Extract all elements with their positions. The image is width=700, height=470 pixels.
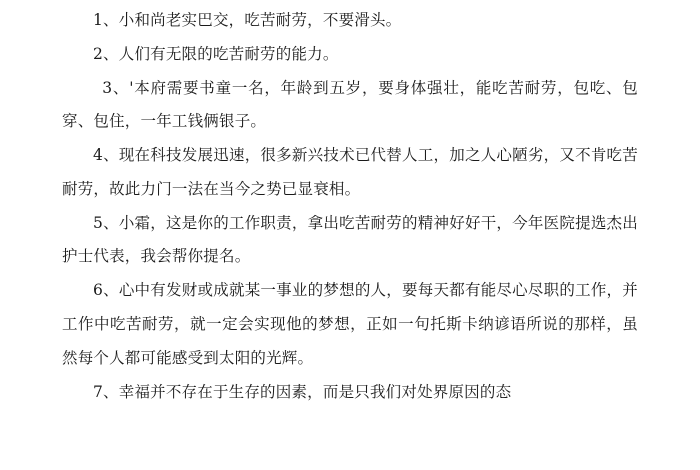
paragraph-1: 1、小和尚老实巴交，吃苦耐劳，不要滑头。 — [93, 11, 402, 29]
paragraph-3: 3、'本府需要书童一名，年龄到五岁，要身体强壮，能吃苦耐劳，包吃、包穿、包住，一年工钱俩银子。 — [62, 78, 638, 131]
document-body — [62, 4, 638, 401]
paragraph-2: 2、人们有无限的吃苦耐劳的能力。 — [93, 44, 339, 63]
paragraph-7: 7、幸福并不存在于生存的因素，而是只我们对处界原因的态 — [93, 382, 512, 401]
paragraph-4: 4、现在科技发展迅速，很多新兴技术已代替人工，加之人心陋劣，又不肯吃苦耐劳，故此力门一法在当今之势已显衰相。 — [62, 146, 638, 198]
paragraph-6: 6、心中有发财或成就某一事业的梦想的人，要每天都有能尽心尽职的工作，并工作中吃苦耐劳，就一定会实现他的梦想，正如一句托斯卡纳谚语所说的那样，虽然每个人都可能感受到太阳的光辉。 — [62, 281, 638, 367]
paragraph-5: 5、小霜，这是你的工作职责，拿出吃苦耐劳的精神好好干，今年医院提选杰出护士代表，我会帮你提名。 — [62, 213, 638, 266]
